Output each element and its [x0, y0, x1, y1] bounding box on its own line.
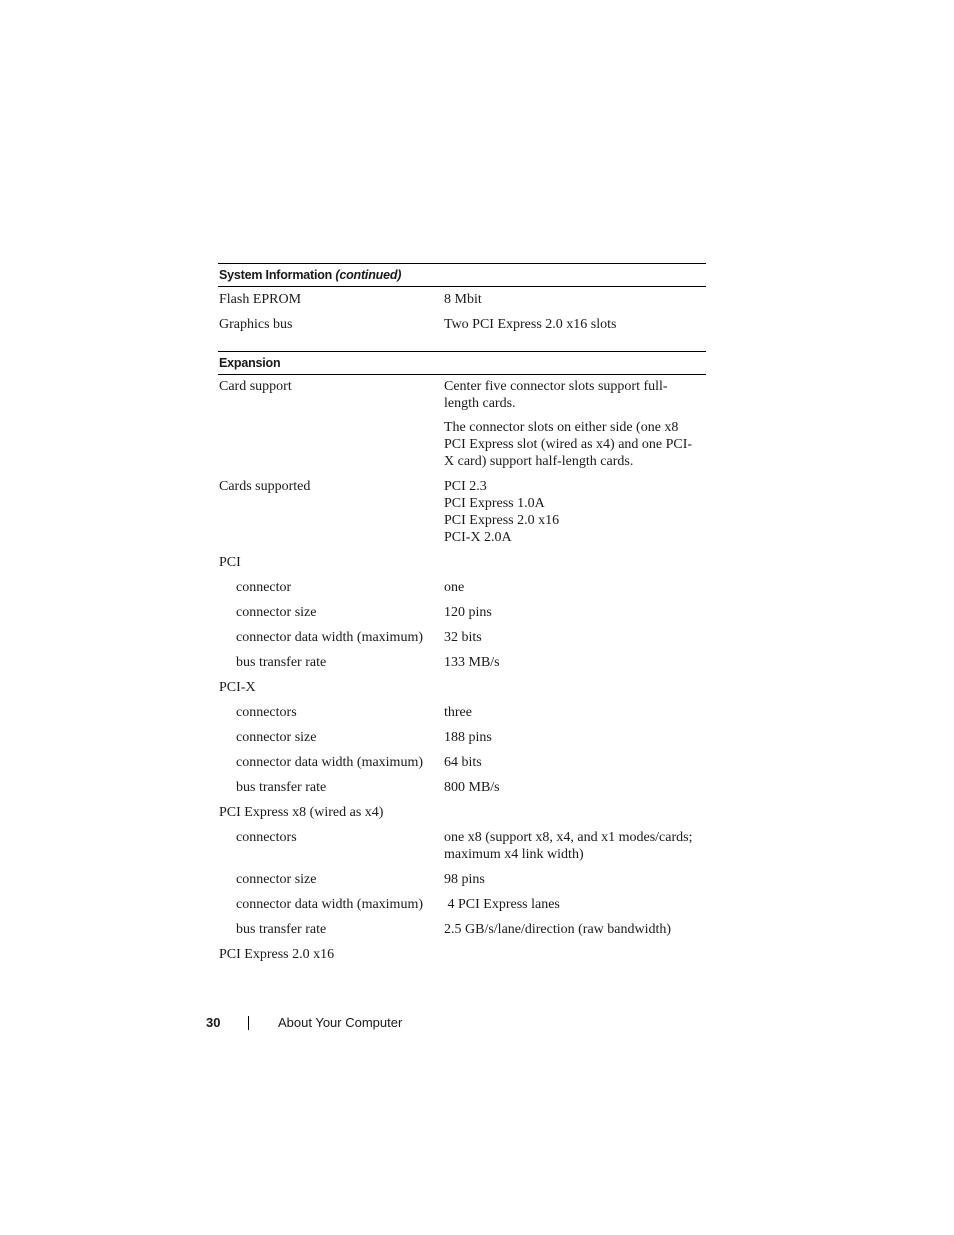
row-label: bus transfer rate	[236, 655, 327, 670]
row-value: 133 MB/s	[444, 655, 500, 670]
row-value: Two PCI Express 2.0 x16 slots	[444, 317, 617, 332]
group-label: PCI-X	[219, 680, 256, 695]
system-information-header	[218, 263, 706, 287]
row-label: connector size	[236, 872, 317, 887]
value-line: The connector slots on either side (one x8	[444, 420, 679, 435]
value-line: PCI Express 2.0 x16	[444, 513, 560, 528]
row-value: 2.5 GB/s/lane/direction (raw bandwidth)	[444, 922, 672, 937]
system-information-table	[218, 263, 706, 343]
row-label: Cards supported	[219, 479, 311, 494]
page-number: 30	[206, 1015, 221, 1030]
group-label: PCI	[219, 555, 241, 570]
card-support-value	[444, 378, 706, 412]
value-line: PCI-X 2.0A	[444, 530, 512, 545]
row-label: Flash EPROM	[219, 292, 302, 307]
group-label: PCI Express 2.0 x16	[219, 947, 335, 962]
row-label: connector	[236, 580, 292, 595]
continued-label: (continued)	[335, 268, 402, 282]
row-label: connectors	[236, 830, 297, 845]
row-label: connector data width (maximum)	[236, 755, 423, 770]
row-label: Graphics bus	[219, 317, 293, 332]
value-line: Center five connector slots support full-	[444, 379, 668, 394]
value-line: maximum x4 link width)	[444, 847, 584, 862]
value-line: one x8 (support x8, x4, and x1 modes/cards;	[444, 830, 693, 845]
row-value: 800 MB/s	[444, 780, 500, 795]
row-label: Card support	[219, 379, 292, 394]
row-label: connector size	[236, 730, 317, 745]
row-label: bus transfer rate	[236, 922, 327, 937]
value-line: PCI Express slot (wired as x4) and one PCI-	[444, 437, 693, 452]
row-value: 98 pins	[444, 872, 485, 887]
expansion-table	[218, 351, 706, 971]
row-value: 120 pins	[444, 605, 492, 620]
value-line: X card) support half-length cards.	[444, 454, 634, 469]
connectors-value	[444, 829, 706, 863]
row-value: 64 bits	[444, 755, 482, 770]
row-label: connector data width (maximum)	[236, 897, 423, 912]
footer-section-title: About Your Computer	[278, 1015, 403, 1030]
row-value: 32 bits	[444, 630, 482, 645]
row-value: 4 PCI Express lanes	[444, 897, 560, 912]
expansion-title: Expansion	[219, 356, 281, 370]
cards-supported-value	[444, 478, 706, 546]
expansion-header	[218, 351, 706, 375]
group-label: PCI Express x8 (wired as x4)	[219, 805, 384, 820]
row-value: one	[444, 580, 465, 595]
row-value: three	[444, 705, 472, 720]
value-line: length cards.	[444, 396, 516, 411]
row-label: bus transfer rate	[236, 780, 327, 795]
system-information-title: System Information	[219, 268, 333, 282]
footer-divider	[248, 1016, 249, 1030]
row-label: connector data width (maximum)	[236, 630, 423, 645]
card-support-value-continued	[444, 419, 706, 470]
row-label: connectors	[236, 705, 297, 720]
row-value: 8 Mbit	[444, 292, 482, 307]
value-line: PCI 2.3	[444, 479, 487, 494]
row-value: 188 pins	[444, 730, 492, 745]
row-label: connector size	[236, 605, 317, 620]
value-line: PCI Express 1.0A	[444, 496, 545, 511]
